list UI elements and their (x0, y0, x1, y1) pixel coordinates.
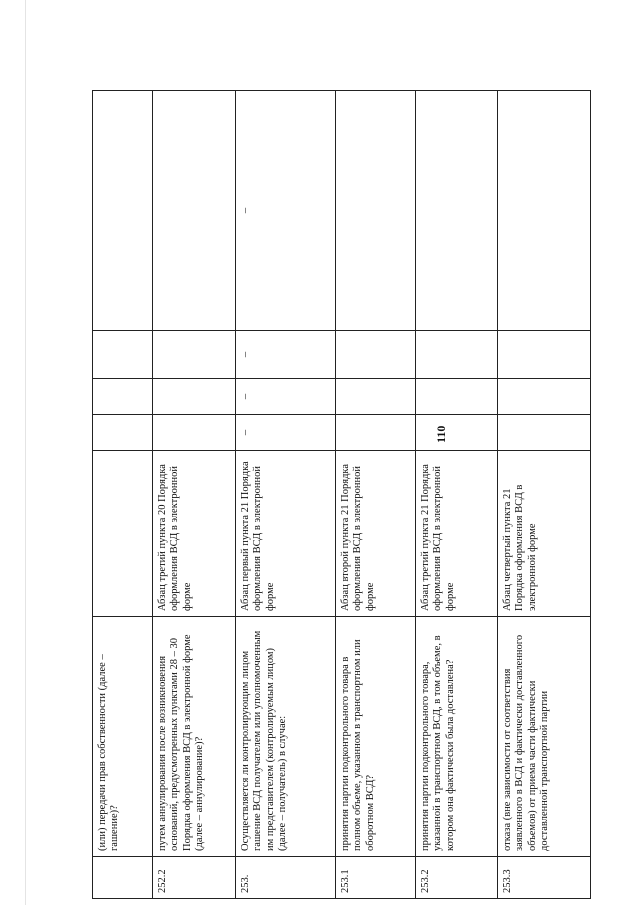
not-applicable-cell (498, 331, 591, 379)
scan-edge-line (25, 0, 26, 905)
notes-cell (153, 91, 236, 331)
legal-basis (93, 451, 153, 617)
not-applicable-cell: – (236, 331, 336, 379)
not-applicable-cell (93, 331, 153, 379)
notes-cell (416, 91, 498, 331)
answer-no-cell: – (236, 379, 336, 415)
legal-basis: Абзац четвертый пункта 21 Порядка оформления ВСД в электронной форме (498, 451, 591, 617)
legal-basis: Абзац третий пункта 20 Порядка оформления ВСД в электронной форме (153, 451, 236, 617)
table-row (153, 91, 236, 899)
row-number (93, 857, 153, 899)
table-row (498, 91, 591, 899)
row-number: 253.1 (336, 857, 416, 899)
checklist-table (92, 90, 591, 899)
notes-cell (498, 91, 591, 331)
question-text: принятия партии подконтрольного товара в полном объеме, указанном в транспортном или оборотном ВСД? (336, 617, 416, 857)
answer-no-cell (153, 379, 236, 415)
question-text: Осуществляется ли контролирующим лицом гашение ВСД получателем или уполномоченным им представителем (контролируемым лицом) (далее – получатель) в случае: (236, 617, 336, 857)
table-row (336, 91, 416, 899)
table-row (416, 91, 498, 899)
notes-cell: – (236, 91, 336, 331)
question-text: путем аннулирования после возникновения оснований, предусмотренных пунктами 28 – 30 Порядка оформления ВСД в электронной форме (далее – аннулирование)? (153, 617, 236, 857)
row-number: 252.2 (153, 857, 236, 899)
answer-no-cell (93, 379, 153, 415)
answer-yes-cell: – (236, 415, 336, 451)
table-row (236, 91, 336, 899)
not-applicable-cell (336, 331, 416, 379)
row-number: 253. (236, 857, 336, 899)
notes-cell (93, 91, 153, 331)
legal-basis: Абзац первый пункта 21 Порядка оформления ВСД в электронной форме (236, 451, 336, 617)
question-text: (или) передачи прав собственности (далее – гашение)? (93, 617, 153, 857)
question-text: отказа (вне зависимости от соответствия заявленного в ВСД и фактически доставленного объемов) от приема части фактически доставленной транспортной партии (498, 617, 591, 857)
row-number: 253.2 (416, 857, 498, 899)
answer-no-cell (336, 379, 416, 415)
answer-yes-cell (416, 415, 498, 451)
row-number: 253.3 (498, 857, 591, 899)
notes-cell (336, 91, 416, 331)
answer-yes-cell (93, 415, 153, 451)
legal-basis: Абзац второй пункта 21 Порядка оформления ВСД в электронной форме (336, 451, 416, 617)
table-row (93, 91, 153, 899)
legal-basis: Абзац третий пункта 21 Порядка оформления ВСД в электронной форме (416, 451, 498, 617)
answer-yes-cell (153, 415, 236, 451)
answer-yes-cell (498, 415, 591, 451)
not-applicable-cell (416, 331, 498, 379)
rotated-table-frame (92, 91, 590, 899)
page-number: 110 (434, 425, 448, 443)
question-text: принятия партии подконтрольного товара, указанной в транспортном ВСД, в том объеме, в котором она фактически была доставлена? (416, 617, 498, 857)
answer-yes-cell (336, 415, 416, 451)
answer-no-cell (416, 379, 498, 415)
not-applicable-cell (153, 331, 236, 379)
answer-no-cell (498, 379, 591, 415)
